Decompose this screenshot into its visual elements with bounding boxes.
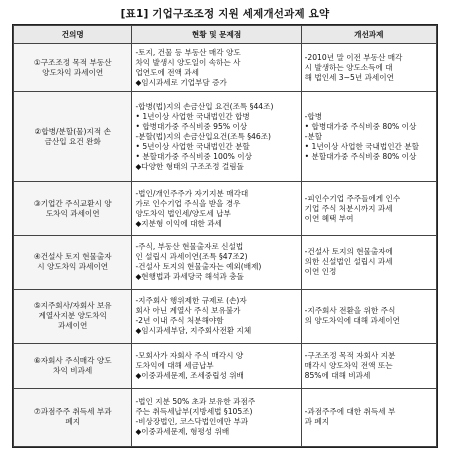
- status-issues-cell-line: ◆지분형 이익에 대한 과세: [135, 218, 222, 228]
- table-row: [14, 343, 437, 388]
- status-issues-cell-line: • 5년이상 사업한 국내법인간 분할: [135, 141, 250, 151]
- status-issues-cell-line: 업연도에 전액 과세: [135, 67, 199, 77]
- improvement-cell: [301, 289, 436, 343]
- proposal-name-cell-line: ④건설사 토지 현물출자: [33, 252, 112, 262]
- proposal-name-cell: [14, 182, 132, 236]
- table-row: [14, 182, 437, 236]
- improvement-cell: [301, 235, 436, 289]
- proposal-name-cell: [14, 343, 132, 388]
- table-title: [표1] 기업구조조정 지원 세제개선과제 요약: [120, 8, 330, 20]
- proposal-name-cell-line: 과세이연: [58, 321, 88, 331]
- status-issues-cell-line: -합병(법)지의 손금산입 요건(조특 §44조): [135, 101, 274, 111]
- proposal-name-cell: [14, 235, 132, 289]
- table-row: [14, 289, 437, 343]
- header-proposal-name: 건의명: [14, 26, 132, 44]
- status-issues-cell-line: 가로 인수기업 주식을 받을 경우: [135, 198, 241, 208]
- improvement-cell-line: -합병: [304, 111, 323, 121]
- table-row: [14, 92, 437, 182]
- status-issues-cell-line: -지주회사 행위제한 규제로 (손)자: [135, 296, 247, 306]
- proposal-name-cell-line: ③기업간 주식교환시 양: [33, 198, 112, 208]
- improvement-cell: [301, 343, 436, 388]
- improvement-cell-line: -피인수기업 주주들에게 인수: [304, 193, 401, 203]
- improvement-cell-line: 과 폐지: [304, 417, 330, 427]
- proposal-name-cell-line: ⑦과점주주 취득세 부과: [33, 407, 112, 417]
- status-issues-cell-line: -분할(법)지의 손금산입요건(조특 §46조): [135, 131, 272, 141]
- improvement-cell-line: 시 발생하는 양도소득에 대: [304, 62, 393, 72]
- improvement-cell-line: -분할: [304, 131, 323, 141]
- status-issues-cell-line: 양도차익 법인세/양도세 납부: [135, 208, 231, 218]
- summary-table: [13, 25, 437, 447]
- status-issues-cell-line: • 분할대가중 주식비중 100% 이상: [135, 151, 252, 161]
- status-issues-cell-line: -2년 이내 주식 처분해야함: [135, 316, 224, 326]
- status-issues-cell: [132, 182, 301, 236]
- proposal-name-cell-line: ⑥자회사 주식매각 양도: [33, 355, 112, 365]
- improvement-cell-line: 의 양도차익에 대해 과세이연: [304, 316, 400, 326]
- status-issues-cell: [132, 92, 301, 182]
- status-issues-cell-line: ◆이중과세문제, 조세중립성 위배: [135, 370, 244, 380]
- improvement-cell-line: 매각시 양도차익 전액 또는: [304, 360, 393, 370]
- proposal-name-cell-line: 폐지: [65, 417, 81, 427]
- proposal-name-cell-line: ②합병/분할(물)지적 손: [34, 126, 111, 136]
- status-issues-cell-line: -주식, 부동산 현물출자로 신설법: [135, 242, 244, 252]
- status-issues-cell-line: ◆이중과세문제, 형평성 위배: [135, 427, 230, 437]
- proposal-name-cell-line: 시 양도차익 과세이연: [37, 262, 109, 272]
- improvement-cell-line: • 분할대가중 주식비중 80% 이상: [304, 151, 417, 161]
- summary-table-wrapper: [12, 24, 438, 448]
- proposal-name-cell-line: 금산입 요건 완화: [44, 136, 101, 146]
- improvement-cell-line: 의한 신설법인 설립시 과세: [304, 257, 393, 267]
- proposal-name-cell: [14, 289, 132, 343]
- status-issues-cell-line: ◆임시과세부담, 지주회사전환 지체: [135, 326, 252, 336]
- status-issues-cell-line: -모회사가 자회사 주식 매각시 양: [135, 350, 244, 360]
- improvement-cell-line: -2010년 말 이전 부동산 매각: [304, 52, 403, 62]
- header-status-issues: 현황 및 문제점: [132, 26, 301, 44]
- proposal-name-cell-line: ⑤지주회사/자회사 보유: [33, 301, 112, 311]
- header-improvements: 개선과제: [301, 26, 436, 44]
- status-issues-cell-line: 도차익에 대해 세금납부: [135, 360, 214, 370]
- proposal-name-cell-line: 양도차익 과세이연: [42, 67, 104, 77]
- status-issues-cell-line: • 1년이상 사업한 국내법인간 합병: [135, 111, 250, 121]
- improvement-cell-line: 해 법인세 3~5년 과세이연: [304, 72, 394, 82]
- status-issues-cell-line: • 합병대가중 주식비중 95% 이상: [135, 121, 248, 131]
- table-row: [14, 235, 437, 289]
- improvement-cell-line: 85%에 대해 비과세: [304, 370, 371, 380]
- improvement-cell-line: -건설사 토지의 현물출자에: [304, 247, 393, 257]
- status-issues-cell-line: -법인/개인주주가 자기지분 매각대: [135, 188, 249, 198]
- improvement-cell-line: 기업 주식 처분시까지 과세: [304, 203, 393, 213]
- proposal-name-cell-line: 차익 비과세: [53, 365, 93, 375]
- status-issues-cell-line: -건설사 토지의 현물출자는 예외(배제): [135, 262, 262, 272]
- proposal-name-cell: [14, 44, 132, 92]
- proposal-name-cell-line: ①구조조정 목적 부동산: [33, 57, 112, 67]
- status-issues-cell-line: -비상장법인, 코스닥법인에만 부과: [135, 417, 249, 427]
- improvement-cell: [301, 388, 436, 446]
- improvement-cell-line: • 합병대가중 주식비중 80% 이상: [304, 121, 417, 131]
- status-issues-cell-line: 차익 발생시 양도일이 속하는 사: [135, 57, 241, 67]
- status-issues-cell-line: -토지, 건물 등 부동산 매각 양도: [135, 47, 241, 57]
- improvement-cell: [301, 44, 436, 92]
- improvement-cell-line: 이연 혜택 부여: [304, 213, 354, 223]
- status-issues-cell: [132, 44, 301, 92]
- table-row: [14, 388, 437, 446]
- status-issues-cell: [132, 343, 301, 388]
- proposal-name-cell-line: 도차익 과세이연: [45, 208, 100, 218]
- status-issues-cell: [132, 235, 301, 289]
- proposal-name-cell: [14, 388, 132, 446]
- status-issues-cell-line: 인 설립시 과세이연(조특 §47조2): [135, 252, 248, 262]
- improvement-cell-line: -구조조정 목적 자회사 지분: [304, 350, 396, 360]
- proposal-name-cell-line: 계열사지분 양도차익: [38, 311, 107, 321]
- status-issues-cell-line: -법인 지분 50% 초과 보유한 과점주: [135, 397, 256, 407]
- status-issues-cell-line: ◆임시과세로 기업부담 증가: [135, 77, 227, 87]
- status-issues-cell: [132, 289, 301, 343]
- status-issues-cell-line: 회사 아닌 계열사 주식 보유불가: [135, 306, 241, 316]
- improvement-cell: [301, 92, 436, 182]
- status-issues-cell: [132, 388, 301, 446]
- table-header-row: [14, 26, 437, 44]
- improvement-cell-line: 이연 인정: [304, 267, 337, 277]
- improvement-cell-line: • 1년이상 사업한 국내법인간 분할: [304, 141, 419, 151]
- improvement-cell: [301, 182, 436, 236]
- status-issues-cell-line: ◆다양한 형태의 구조조정 걸림돌: [135, 161, 244, 171]
- table-row: [14, 44, 437, 92]
- improvement-cell-line: -지주회사 전환을 위한 주식: [304, 306, 396, 316]
- status-issues-cell-line: 주는 취득세납부(지방세법 §105조): [135, 407, 253, 417]
- status-issues-cell-line: ◆현행법과 과세당국 해석과 충돌: [135, 272, 244, 282]
- improvement-cell-line: -과점주주에 대한 취득세 부: [304, 407, 396, 417]
- proposal-name-cell: [14, 92, 132, 182]
